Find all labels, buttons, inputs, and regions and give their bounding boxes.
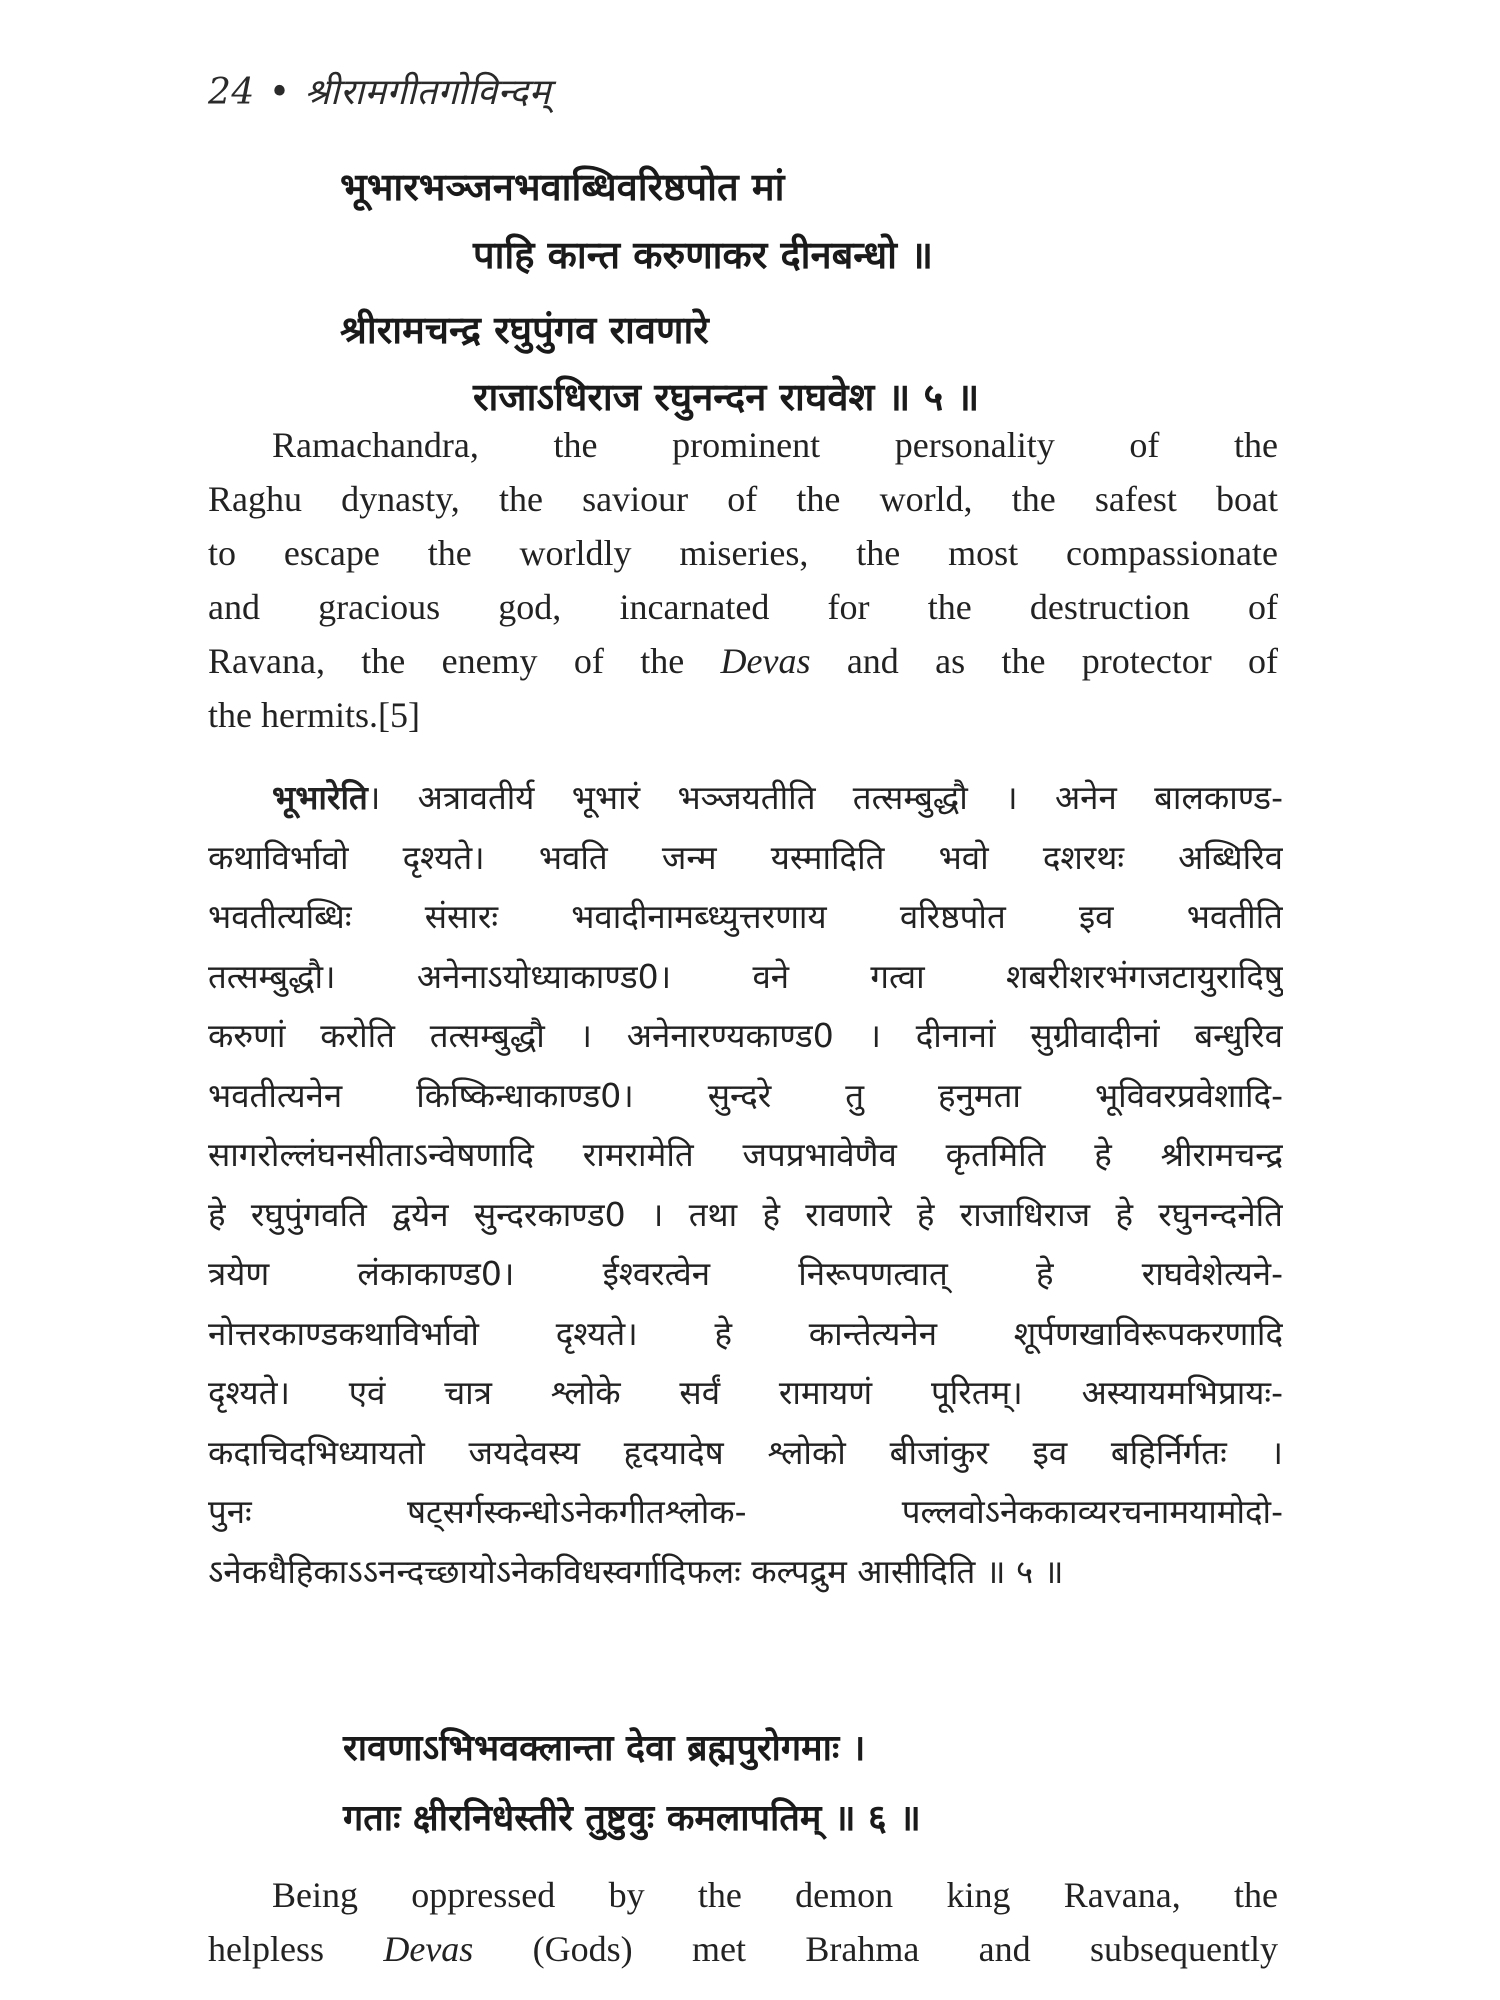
running-head [208, 66, 551, 115]
commentary-line: नोत्तरकाण्डकथाविर्भावो दृश्यते। हे कान्तेत्यनेन शूर्पणखाविरूपकरणादि [208, 1313, 1283, 1353]
verse-6-line-1: रावणाऽभिभवक्लान्ता देवा ब्रह्मपुरोगमाः । [343, 1728, 866, 1769]
verse-5-line-2: पाहि कान्त करुणाकर दीनबन्धो ॥ [473, 233, 934, 277]
translation-line: helpless Devas (Gods) met Brahma and subsequently [208, 1929, 1278, 1969]
translation-line: the hermits.[5] [208, 695, 420, 735]
commentary-line: ऽनेकधैहिकाऽऽनन्दच्छायोऽनेकविधस्वर्गादिफलः कल्पद्रुम आसीदिति ॥ ५ ॥ [208, 1551, 1064, 1591]
header-separator: • [268, 72, 291, 113]
verse-6-line-2: गताः क्षीरनिधेस्तीरे तुष्टुवुः कमलापतिम् ॥ ६ ॥ [343, 1798, 921, 1839]
commentary-line [208, 768, 1283, 828]
commentary-line: दृश्यते। एवं चात्र श्लोके सर्वं रामायणं पूरितम्। अस्यायमभिप्रायः- [208, 1373, 1283, 1412]
sanskrit-commentary [208, 768, 1283, 1601]
verse-5-line-1: भूभारभञ्जनभवाब्धिवरिष्ठपोत मां [340, 165, 785, 209]
italic-term: Devas [720, 641, 811, 681]
translation-line: Being oppressed by the demon king Ravana, the [272, 1875, 1278, 1915]
book-title: श्रीरामगीतगोविन्दम् [304, 72, 551, 113]
commentary-line: तत्सम्बुद्धौ। अनेनाऽयोध्याकाण्ड0। वने गत्वा शबरीशरभंगजटायुरादिषु [208, 956, 1283, 996]
commentary-line-text: । अत्रावतीर्य भूभारं भञ्जयतीति तत्सम्बुद्धौ । अनेन बालकाण्ड- [367, 778, 1283, 817]
verse-5-line-3: श्रीरामचन्द्र रघुपुंगव रावणारे [340, 308, 709, 352]
commentary-line: सागरोल्लंघनसीताऽन्वेषणादि रामरामेति जपप्रभावेणैव कृतमिति हे श्रीरामचन्द्र [208, 1135, 1283, 1174]
italic-term: Devas [383, 1929, 474, 1969]
translation-line: Raghu dynasty, the saviour of the world, the safest boat [208, 479, 1278, 519]
verse-5-line-4: राजाऽधिराज रघुनन्दन राघवेश ॥ ५ ॥ [473, 375, 980, 419]
translation-line: Ramachandra, the prominent personality of the [272, 425, 1278, 465]
commentary-line: करुणां करोति तत्सम्बुद्धौ । अनेनारण्यकाण्ड0 । दीनानां सुग्रीवादीनां बन्धुरिव [208, 1016, 1283, 1055]
translation-verse-6 [208, 1868, 1278, 1976]
commentary-line: कदाचिदभिध्यायतो जयदेवस्य हृदयादेष श्लोको बीजांकुर इव बहिर्निर्गतः । [208, 1432, 1283, 1472]
translation-verse-5 [208, 418, 1278, 742]
commentary-line: भवतीत्यनेन किष्किन्धाकाण्ड0। सुन्दरे तु हनुमता भूविवरप्रवेशादि- [208, 1075, 1283, 1115]
commentary-lead-word: भूभारेति [272, 778, 368, 817]
commentary-line: कथाविर्भावो दृश्यते। भवति जन्म यस्मादिति भवो दशरथः अब्धिरिव [208, 837, 1283, 877]
commentary-line: हे रघुपुंगवति द्वयेन सुन्दरकाण्ड0 । तथा हे रावणारे हे राजाधिराज हे रघुनन्दनेति [208, 1194, 1283, 1234]
translation-line: to escape the worldly miseries, the most compassionate [208, 533, 1278, 573]
commentary-line: भवतीत्यब्धिः संसारः भवादीनामब्ध्युत्तरणाय वरिष्ठपोत इव भवतीति [208, 897, 1283, 936]
commentary-line: त्रयेण लंकाकाण्ड0। ईश्वरत्वेन निरूपणत्वात् हे राघवेशेत्यने- [208, 1254, 1283, 1293]
translation-line: and gracious god, incarnated for the destruction of [208, 587, 1278, 627]
translation-line: Ravana, the enemy of the Devas and as the protector of [208, 641, 1279, 681]
commentary-line: पुनः षट्सर्गस्कन्धोऽनेकगीतश्लोक- पल्लवोऽनेककाव्यरचनामयामोदो- [208, 1492, 1283, 1531]
page-number: 24 [208, 72, 255, 113]
